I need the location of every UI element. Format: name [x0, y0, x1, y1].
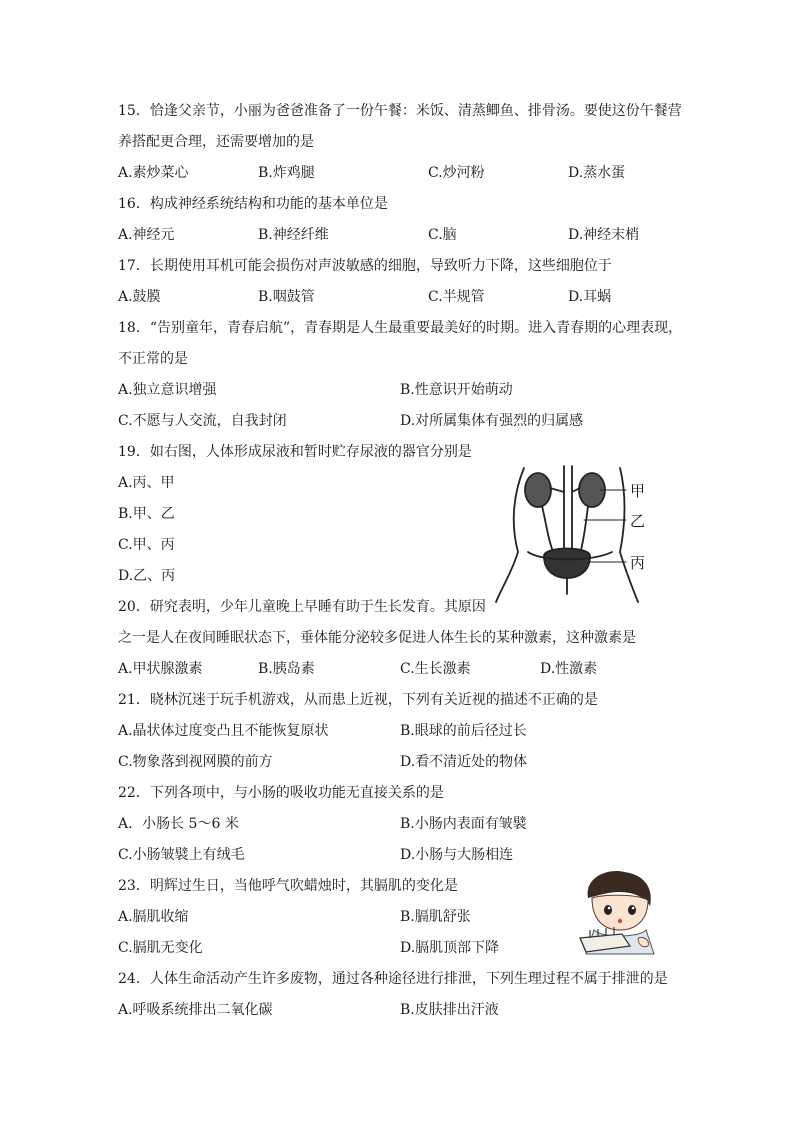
- q19-stem: 19．如右图，人体形成尿液和暂时贮存尿液的器官分别是: [118, 444, 472, 460]
- q19-option-d: D.乙、丙: [118, 568, 176, 584]
- q16-option-a: A.神经元: [118, 227, 175, 243]
- q23-stem: 23．明辉过生日，当他呼气吹蜡烛时，其膈肌的变化是: [118, 878, 458, 894]
- q21-options-row1: [118, 716, 688, 747]
- right-eye: [628, 905, 636, 915]
- q17-options: [118, 282, 688, 313]
- mouth: [618, 919, 622, 923]
- q17-option-b: B.咽鼓管: [258, 289, 315, 305]
- bladder: [544, 549, 590, 579]
- label-jia: 甲: [630, 482, 646, 500]
- q17-option-d: D.耳蜗: [568, 289, 612, 305]
- q22-option-b: B.小肠内表面有皱襞: [400, 816, 527, 832]
- q16-options: [118, 220, 688, 251]
- q24-stem: 24．人体生命活动产生许多废物，通过各种途径进行排泄，下列生理过程不属于排泄的是: [118, 971, 668, 987]
- q24-option-a: A.呼吸系统排出二氧化碳: [118, 1002, 273, 1018]
- left-kidney: [525, 473, 551, 507]
- left-ureter: [542, 506, 554, 554]
- urinary-system-figure: [492, 462, 662, 604]
- q20-option-b: B.胰岛素: [258, 661, 315, 677]
- q15-stem-line1: 15．恰逢父亲节，小丽为爸爸准备了一份午餐：米饭、清蒸鲫鱼、排骨汤。要使这份午餐营: [118, 103, 682, 119]
- q18-stem-line2: 不正常的是: [118, 351, 188, 367]
- q15-option-a: A.素炒菜心: [118, 165, 189, 181]
- q24-option-b: B.皮肤排出汗液: [400, 1002, 499, 1018]
- left-eye: [604, 905, 612, 915]
- q23-option-a: A.膈肌收缩: [118, 909, 189, 925]
- label-bing: 丙: [630, 554, 646, 572]
- left-renal-vessel: [550, 488, 564, 492]
- q15-option-b: B.炸鸡腿: [258, 165, 315, 181]
- q20-stem-line2: 之一是人在夜间睡眠状态下，垂体能分泌较多促进人体生长的某种激素，这种激素是: [118, 630, 636, 646]
- label-yi: 乙: [630, 512, 646, 530]
- q20-stem-line1: 20．研究表明，少年儿童晚上早睡有助于生长发育。其原因: [118, 599, 486, 615]
- q15-stem-line2: 养搭配更合理，还需要增加的是: [118, 134, 314, 150]
- q17-stem: 17．长期使用耳机可能会损伤对声波敏感的细胞，导致听力下降，这些细胞位于: [118, 258, 612, 274]
- q22-option-c: C.小肠皱襞上有绒毛: [118, 847, 245, 863]
- q22-options-row1: [118, 809, 688, 840]
- q21-stem: 21．晓林沉迷于玩手机游戏，从而患上近视，下列有关近视的描述不正确的是: [118, 692, 598, 708]
- q15-option-c: C.炒河粉: [428, 165, 485, 181]
- q18-option-c: C.不愿与人交流，自我封闭: [118, 413, 287, 429]
- q20-option-a: A.甲状腺激素: [118, 661, 203, 677]
- q18-option-b: B.性意识开始萌动: [400, 382, 513, 398]
- boy-blowing-candles-illustration: [574, 868, 666, 956]
- q15-options: [118, 158, 688, 189]
- q23-option-b: B.膈肌舒张: [400, 909, 471, 925]
- q22-option-a: A．小肠长 5～6 米: [118, 816, 239, 832]
- q18-options-row2: [118, 406, 688, 437]
- q17-option-a: A.鼓膜: [118, 289, 161, 305]
- q19-option-b: B.甲、乙: [118, 506, 175, 522]
- q20-option-c: C.生长激素: [400, 661, 471, 677]
- q20-option-d: D.性激素: [540, 661, 598, 677]
- q19-option-c: C.甲、丙: [118, 537, 175, 553]
- q15-option-d: D.蒸水蛋: [568, 165, 626, 181]
- q21-option-d: D.看不清近处的物体: [400, 754, 528, 770]
- right-ureter: [580, 506, 588, 554]
- q24-options-row1: [118, 995, 688, 1026]
- q21-options-row2: [118, 747, 688, 778]
- q22-options-row2: [118, 840, 688, 871]
- q18-option-d: D.对所属集体有强烈的归属感: [400, 413, 584, 429]
- q21-option-b: B.眼球的前后径过长: [400, 723, 527, 739]
- q18-option-a: A.独立意识增强: [118, 382, 217, 398]
- q17-option-c: C.半规管: [428, 289, 485, 305]
- q21-option-a: A.晶状体过度变凸且不能恢复原状: [118, 723, 329, 739]
- q18-options-row1: [118, 375, 688, 406]
- q23-option-d: D.膈肌顶部下降: [400, 940, 500, 956]
- q16-option-b: B.神经纤维: [258, 227, 329, 243]
- q21-option-c: C.物象落到视网膜的前方: [118, 754, 273, 770]
- q23-option-c: C.膈肌无变化: [118, 940, 203, 956]
- q18-stem-line1: 18．“告别童年，青春启航”，青春期是人生最重要最美好的时期。进入青春期的心理表现，: [118, 320, 683, 336]
- face: [592, 895, 648, 930]
- q16-option-c: C.脑: [428, 227, 457, 243]
- q16-option-d: D.神经末梢: [568, 227, 640, 243]
- q22-option-d: D.小肠与大肠相连: [400, 847, 514, 863]
- q19-option-a: A.丙、甲: [118, 475, 175, 491]
- body-outline-left: [496, 468, 524, 602]
- q20-options: [118, 654, 688, 685]
- q22-stem: 22．下列各项中，与小肠的吸收功能无直接关系的是: [118, 785, 444, 801]
- q16-stem: 16．构成神经系统结构和功能的基本单位是: [118, 196, 388, 212]
